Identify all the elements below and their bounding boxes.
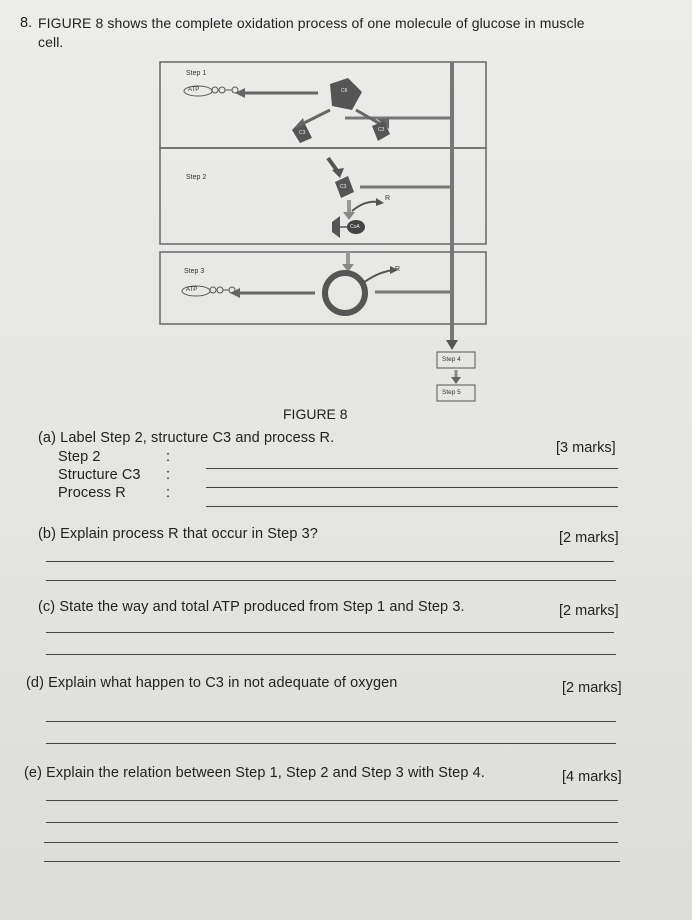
- part-a-item-c3-colon: :: [166, 467, 171, 483]
- c3-left-label: C3: [299, 130, 306, 136]
- step2-box: [160, 148, 486, 244]
- glucose-c6-shape: [330, 78, 362, 110]
- answer-line-e1[interactable]: [46, 800, 618, 801]
- question-intro-line2: cell.: [38, 34, 64, 50]
- answer-line-a1[interactable]: [206, 468, 618, 469]
- part-b-marks: [2 marks]: [559, 530, 619, 546]
- part-a-marks: [3 marks]: [556, 440, 616, 456]
- arrow-to-step4-icon: [446, 340, 458, 350]
- part-e-marks: [4 marks]: [562, 769, 622, 785]
- acetyl-shape: [332, 216, 340, 238]
- step1-box: [160, 62, 486, 148]
- c6-label: C6: [341, 88, 348, 94]
- part-c-prompt: (c) State the way and total ATP produced from Step 1 and Step 3.: [38, 599, 465, 615]
- part-e-prompt: (e) Explain the relation between Step 1, Step 2 and Step 3 with Step 4.: [24, 765, 485, 781]
- c3-step2-label: C3: [340, 184, 347, 190]
- answer-line-d1[interactable]: [46, 721, 616, 722]
- part-c-marks: [2 marks]: [559, 603, 619, 619]
- r-step2-label: R: [385, 195, 391, 202]
- step5-label: Step 5: [442, 389, 461, 396]
- question-intro-line1: FIGURE 8 shows the complete oxidation process of one molecule of glucose in muscle: [38, 15, 585, 31]
- part-a-item-c3-label: Structure C3: [58, 467, 141, 483]
- answer-line-e2[interactable]: [46, 822, 618, 823]
- part-d-marks: [2 marks]: [562, 680, 622, 696]
- answer-line-a3[interactable]: [206, 506, 618, 507]
- figure-caption: FIGURE 8: [283, 406, 348, 422]
- step4-label: Step 4: [442, 356, 461, 363]
- step2-label: Step 2: [186, 174, 207, 181]
- part-a-prompt: (a) Label Step 2, structure C3 and process R.: [38, 430, 335, 446]
- answer-line-d2[interactable]: [46, 743, 616, 744]
- step1-label: Step 1: [186, 70, 207, 77]
- part-b-prompt: (b) Explain process R that occur in Step 3?: [38, 526, 318, 542]
- answer-line-c2[interactable]: [46, 654, 616, 655]
- r-step3-label: R: [395, 266, 401, 273]
- answer-line-e4[interactable]: [44, 861, 620, 862]
- figure-8-diagram: [0, 0, 692, 420]
- part-a-item-r-colon: :: [166, 485, 171, 501]
- question-number: 8.: [20, 15, 33, 31]
- part-a-item-step2-colon: :: [166, 449, 171, 465]
- answer-line-c1[interactable]: [46, 632, 614, 633]
- atp2-label: ATP: [186, 287, 198, 293]
- c3-right-label: C3: [378, 127, 385, 133]
- answer-line-b2[interactable]: [46, 580, 616, 581]
- part-d-prompt: (d) Explain what happen to C3 in not adequate of oxygen: [26, 675, 398, 691]
- atp1-label: ATP: [188, 87, 200, 93]
- answer-line-a2[interactable]: [206, 487, 618, 488]
- answer-line-b1[interactable]: [46, 561, 614, 562]
- part-a-item-r-label: Process R: [58, 485, 126, 501]
- answer-line-e3[interactable]: [44, 842, 618, 843]
- coa-label: CoA: [350, 224, 360, 230]
- part-a-item-step2-label: Step 2: [58, 449, 101, 465]
- step3-label: Step 3: [184, 268, 205, 275]
